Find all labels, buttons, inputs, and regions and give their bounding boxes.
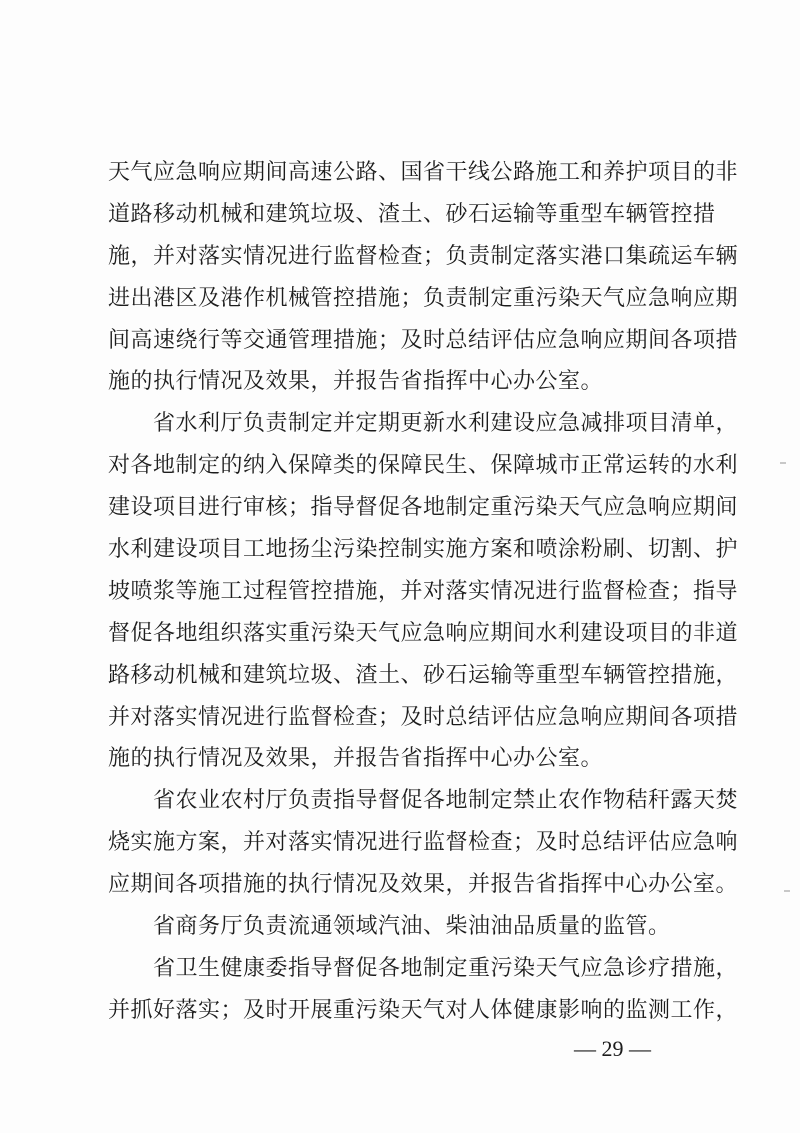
- text-line: 间高速绕行等交通管理措施；及时总结评估应急响应期间各项措: [108, 327, 739, 353]
- text-line: 施，并对落实情况进行监督检查；负责制定落实港口集疏运车辆: [108, 243, 739, 269]
- text-line: 并对落实情况进行监督检查；及时总结评估应急响应期间各项措: [108, 704, 739, 730]
- scan-speck: [784, 890, 790, 892]
- text-line: 对各地制定的纳入保障类的保障民生、保障城市正常运转的水利: [108, 453, 739, 479]
- text-line: 坡喷浆等施工过程管控措施，并对落实情况进行监督检查；指导: [108, 578, 739, 604]
- scan-speck: [780, 462, 786, 464]
- text-line: 施的执行情况及效果，并报告省指挥中心办公室。: [108, 746, 604, 772]
- paragraph-start-line: 省农业农村厅负责指导督促各地制定禁止农作物秸秆露天焚: [153, 788, 739, 814]
- text-line: 道路移动机械和建筑垃圾、渣土、砂石运输等重型车辆管控措: [108, 201, 716, 227]
- text-line: 天气应急响应期间高速公路、国省干线公路施工和养护项目的非: [108, 160, 739, 185]
- text-line: 督促各地组织落实重污染天气应急响应期间水利建设项目的非道: [108, 620, 739, 646]
- paragraph-start-line: 省水利厅负责制定并定期更新水利建设应急减排项目清单，: [153, 411, 739, 437]
- page-number: — 29 —: [574, 1036, 651, 1061]
- text-line: 进出港区及港作机械管控措施；负责制定重污染天气应急响应期: [108, 285, 739, 311]
- text-line: 水利建设项目工地扬尘污染控制实施方案和喷涂粉刷、切割、护: [108, 537, 739, 563]
- text-line: 建设项目进行审核；指导督促各地制定重污染天气应急响应期间: [108, 495, 739, 521]
- document-body: [108, 152, 739, 1032]
- text-line: 施的执行情况及效果，并报告省指挥中心办公室。: [108, 369, 604, 395]
- text-line: 烧实施方案，并对落实情况进行监督检查；及时总结评估应急响: [108, 830, 739, 856]
- text-line: 应期间各项措施的执行情况及效果，并报告省指挥中心办公室。: [108, 872, 739, 898]
- text-line: 路移动机械和建筑垃圾、渣土、砂石运输等重型车辆管控措施，: [108, 662, 739, 688]
- paragraph-start-line: 省卫生健康委指导督促各地制定重污染天气应急诊疗措施，: [153, 955, 739, 981]
- paragraph-start-line: 省商务厅负责流通领域汽油、柴油油品质量的监管。: [153, 914, 671, 940]
- text-line: 并抓好落实；及时开展重污染天气对人体健康影响的监测工作，: [108, 997, 739, 1023]
